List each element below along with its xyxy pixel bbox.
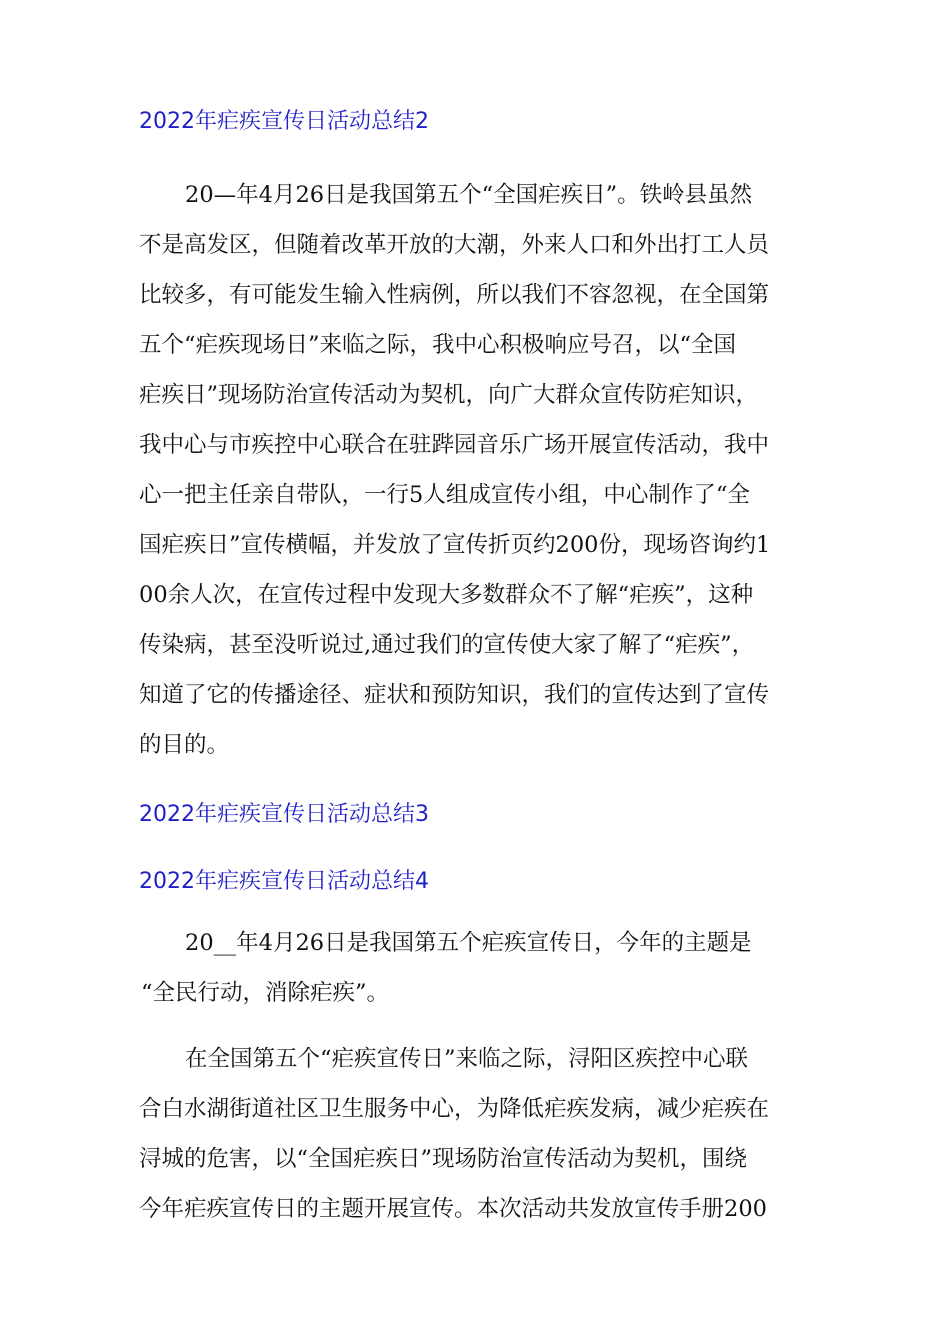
paragraph-line: 传染病，甚至没听说过,通过我们的宣传使大家了解了“疟疾”， <box>139 632 755 658</box>
section-heading-4: 2022年疟疾宣传日活动总结4 <box>139 869 429 894</box>
paragraph-line: 今年疟疾宣传日的主题开展宣传。本次活动共发放宣传手册200 <box>139 1196 767 1222</box>
section-4-paragraph-1 <box>139 918 815 1018</box>
paragraph-line: 疟疾日”现场防治宣传活动为契机，向广大群众宣传防疟知识， <box>139 382 759 408</box>
paragraph-line: 20—年4月26日是我国第五个“全国疟疾日”。铁岭县虽然 <box>185 182 753 208</box>
paragraph-line: 五个“疟疾现场日”来临之际，我中心积极响应号召，以“全国 <box>139 332 737 358</box>
paragraph-line: 浔城的危害，以“全国疟疾日”现场防治宣传活动为契机，围绕 <box>139 1146 748 1172</box>
paragraph-line: 比较多，有可能发生输入性病例，所以我们不容忽视，在全国第 <box>139 282 770 308</box>
paragraph-line: 的目的。 <box>139 732 230 758</box>
paragraph-line: 心一把主任亲自带队，一行5人组成宣传小组，中心制作了“全 <box>139 482 750 508</box>
section-heading-3: 2022年疟疾宣传日活动总结3 <box>139 802 429 827</box>
paragraph-line: 20__年4月26日是我国第五个疟疾宣传日，今年的主题是 <box>185 930 752 956</box>
paragraph-line: 不是高发区，但随着改革开放的大潮，外来人口和外出打工人员 <box>139 232 770 258</box>
paragraph-line: 在全国第五个“疟疾宣传日”来临之际，浔阳区疾控中心联 <box>185 1046 749 1072</box>
paragraph-line: 00余人次，在宣传过程中发现大多数群众不了解“疟疾”，这种 <box>139 582 754 608</box>
section-heading-2: 2022年疟疾宣传日活动总结2 <box>139 109 429 134</box>
section-2-paragraph <box>139 170 815 770</box>
paragraph-line: 合白水湖街道社区卫生服务中心，为降低疟疾发病，减少疟疾在 <box>139 1096 770 1122</box>
paragraph-line: 我中心与市疾控中心联合在驻跸园音乐广场开展宣传活动，我中 <box>139 432 770 458</box>
paragraph-line: 知道了它的传播途径、症状和预防知识，我们的宣传达到了宣传 <box>139 682 770 708</box>
paragraph-line: 国疟疾日”宣传横幅，并发放了宣传折页约200份，现场咨询约1 <box>139 532 771 558</box>
paragraph-line: “全民行动，消除疟疾”。 <box>141 980 390 1006</box>
section-4-paragraph-2 <box>139 1034 815 1234</box>
